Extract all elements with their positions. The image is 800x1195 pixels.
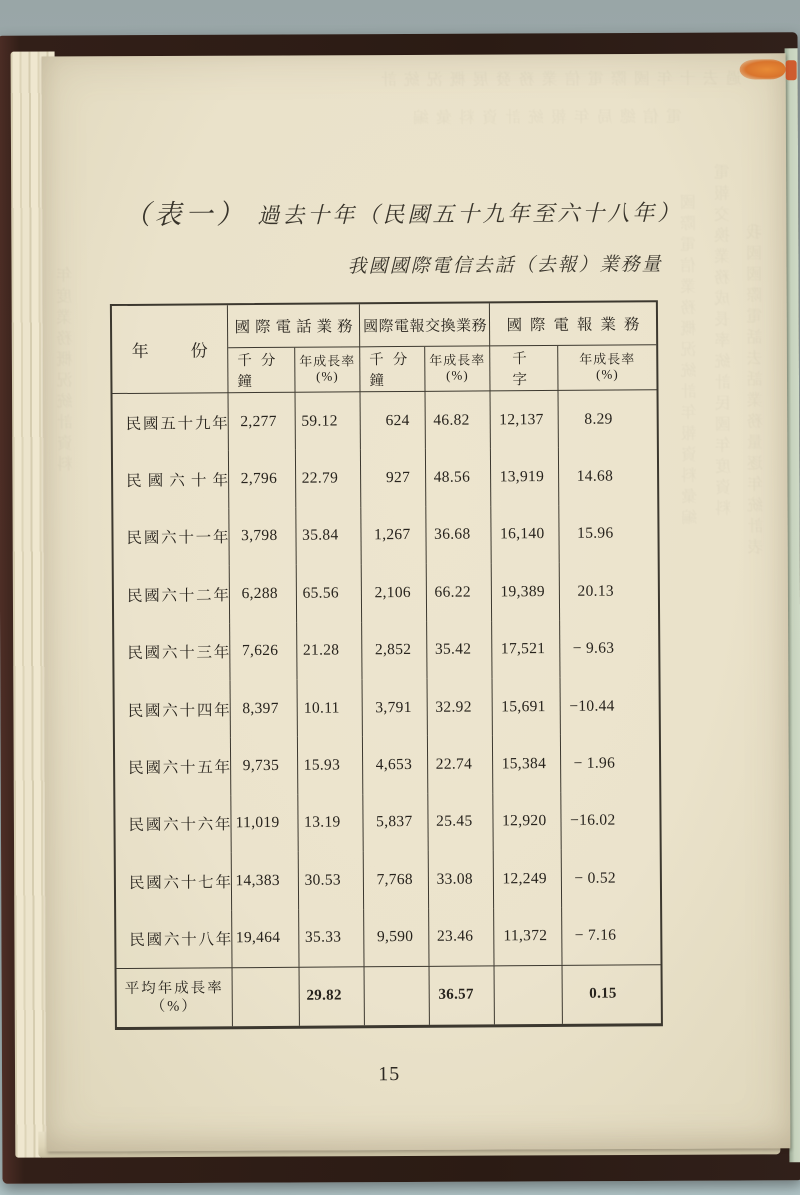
year-label: 民 國 六 十 二 年 (114, 565, 230, 623)
year-label: 民 國 六 十 六 年 (115, 795, 231, 853)
value-cell: 15.96 (577, 525, 614, 543)
value-cell: 7,626 (230, 622, 297, 680)
growth-rate-label: 年成長率 (299, 353, 356, 369)
value-cell: 48.56 (426, 449, 491, 507)
average-value-telephone: 29.82 (300, 966, 365, 1026)
value-cell: 66.22 (427, 564, 492, 622)
subheader-growth-rate-1 (295, 347, 360, 392)
value-cell: 13,919 (491, 448, 559, 506)
book-page (42, 53, 791, 1151)
value-cell: 35.33 (299, 909, 364, 967)
value-cell: 15.93 (298, 737, 363, 795)
year-column-header (112, 305, 229, 394)
group-header-telegraph: 國際電報業務 (490, 302, 656, 346)
value-cell: 5,837 (363, 794, 428, 852)
subheader-unit-kilowords: 千字 (490, 346, 558, 391)
group-header-telephone: 國際電話業務 (228, 304, 360, 348)
bleedthrough-text: 國際電信業務概況統計年報資料彙編 (681, 193, 700, 530)
average-label-line2: （%） (150, 998, 198, 1015)
value-cell: 12,249 (494, 850, 562, 908)
table-number: （表一） (123, 199, 248, 230)
year-label: 民 國 六 十 八 年 (116, 910, 232, 968)
value-cell: 3,791 (363, 679, 428, 737)
bleedthrough-text: 年度業務概況統計資料 (57, 266, 76, 477)
value-cell: 46.82 (426, 391, 491, 449)
percent-label: (%) (446, 367, 469, 383)
value-cell: 25.45 (428, 793, 493, 851)
value-cell: 14.68 (576, 467, 614, 485)
value-cell: 21.28 (297, 622, 362, 680)
value-cell: − 0.52 (574, 869, 616, 887)
value-cell: 927 (361, 449, 426, 507)
subheader-growth-rate-3 (558, 345, 656, 391)
value-cell: 19,389 (492, 563, 560, 621)
value-cell: 14,383 (232, 852, 299, 910)
value-cell: 1,267 (361, 507, 426, 565)
value-cell: 2,796 (229, 450, 296, 508)
average-empty-cell (365, 966, 430, 1026)
value-cell: 22.74 (428, 736, 493, 794)
title-text: 過去十年（民國五十九年至六十八年） (257, 200, 683, 229)
page-number: 15 (378, 1063, 401, 1086)
year-label: 民 國 五 十 九 年 (113, 393, 229, 451)
value-cell: 8.29 (584, 410, 613, 428)
value-cell: 12,137 (491, 391, 559, 449)
value-cell: 10.11 (298, 679, 363, 737)
value-cell: 23.46 (429, 908, 494, 966)
value-cell: 65.56 (297, 564, 362, 622)
value-cell: 7,768 (364, 851, 429, 909)
table-title-line1 (123, 189, 703, 232)
average-value-telegraph: 0.15 (563, 964, 661, 1024)
average-empty-cell (233, 967, 300, 1027)
value-cell: 2,277 (229, 393, 296, 451)
bleedthrough-text: 我國國際電話去話業務量逐年統計表 (747, 223, 766, 560)
value-cell: 12,920 (493, 793, 561, 851)
value-cell: 15,691 (493, 678, 561, 736)
value-cell: 2,852 (362, 621, 427, 679)
value-cell: 15,384 (493, 735, 561, 793)
value-cell: 59.12 (296, 392, 361, 450)
value-cell: 30.53 (299, 851, 364, 909)
year-label: 民 國 六 十 四 年 (115, 680, 231, 738)
year-header-label: 年 份 (131, 341, 208, 361)
page-content (40, 52, 792, 1152)
value-cell: 6,288 (230, 565, 297, 623)
value-cell: 35.84 (296, 507, 361, 565)
book (0, 32, 800, 1183)
value-cell: 35.42 (427, 621, 492, 679)
bleedthrough-text: 電信總局年報統計資料彙編 (405, 108, 682, 127)
value-cell: − 1.96 (573, 754, 616, 772)
subheader-unit-minutes-1: 千分鐘 (228, 348, 295, 393)
value-cell: − 9.63 (572, 639, 615, 658)
value-cell: 624 (361, 392, 426, 450)
value-cell: 13.19 (298, 794, 363, 852)
value-cell: 16,140 (491, 506, 559, 564)
year-label: 民 國 六 十 七 年 (116, 852, 232, 910)
average-empty-cell (495, 965, 563, 1025)
value-cell: 11,019 (231, 794, 298, 852)
average-row-label (117, 967, 233, 1027)
bleedthrough-text: 電報交換業務成長率統計民國年度資料 (715, 163, 734, 521)
value-cell: − 7.16 (574, 926, 617, 945)
value-cell: 19,464 (232, 909, 299, 967)
subheader-growth-rate-2 (425, 346, 490, 391)
growth-rate-label: 年成長率 (579, 351, 636, 367)
value-cell: 2,106 (362, 564, 427, 622)
average-value-telex: 36.57 (430, 965, 495, 1025)
subheader-unit-minutes-2: 千分鐘 (360, 347, 425, 392)
bleedthrough-text: 過去十年國際電信業務發展概況統計 (373, 70, 742, 90)
percent-label: (%) (596, 366, 619, 382)
year-label: 民 國 六 十 年 (113, 451, 229, 509)
value-cell: 33.08 (429, 851, 494, 909)
cover-wear-mark-small (786, 60, 797, 80)
year-label: 民 國 六 十 五 年 (115, 738, 231, 796)
average-label-line1: 平均年成長率 (124, 980, 224, 997)
value-cell: 20.13 (577, 582, 614, 600)
table-grid (112, 302, 661, 1027)
group-header-telex: 國際電報交換業務 (360, 303, 490, 347)
percent-label: (%) (316, 368, 339, 384)
value-cell: −10.44 (569, 697, 615, 715)
table-title-line2: 我國國際電信去話（去報）業務量 (347, 254, 663, 278)
statistics-table (110, 300, 663, 1030)
value-cell: 9,735 (231, 737, 298, 795)
growth-rate-label: 年成長率 (429, 352, 486, 368)
value-cell: 11,372 (494, 907, 562, 965)
value-cell: 9,590 (364, 908, 429, 966)
year-label: 民 國 六 十 一 年 (113, 508, 229, 566)
year-label: 民 國 六 十 三 年 (114, 623, 230, 681)
value-cell: 3,798 (229, 508, 296, 566)
value-cell: 17,521 (492, 620, 560, 678)
cover-wear-mark (740, 59, 786, 79)
value-cell: 22.79 (296, 450, 361, 508)
value-cell: 8,397 (231, 680, 298, 738)
value-cell: 36.68 (426, 506, 491, 564)
value-cell: 32.92 (428, 678, 493, 736)
value-cell: −16.02 (570, 811, 616, 830)
value-cell: 4,653 (363, 736, 428, 794)
